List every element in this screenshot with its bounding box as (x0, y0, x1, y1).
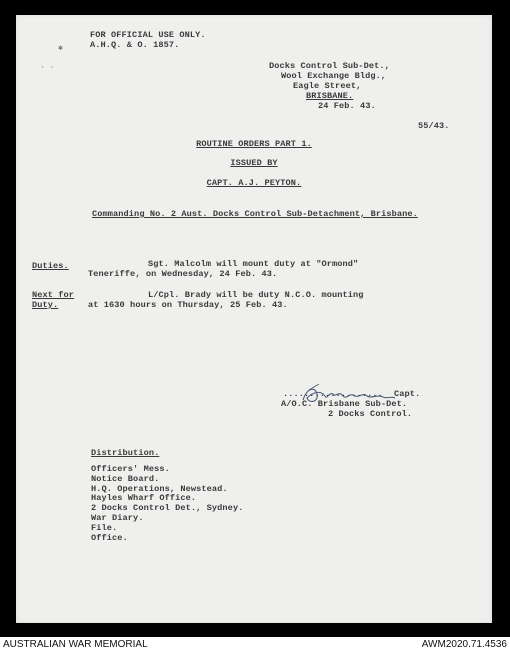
signature-line-3: 2 Docks Control. (328, 409, 413, 419)
distribution-item: War Diary. (91, 513, 144, 523)
distribution-heading: Distribution. (91, 448, 160, 458)
address-line-1: Docks Control Sub-Det., (269, 61, 390, 71)
distribution-item: 2 Docks Control Det., Sydney. (91, 503, 244, 514)
next-duty-text-line-1: L/Cpl. Brady will be duty N.C.O. mounting (148, 290, 364, 300)
section-heading-next-duty: Next for (32, 290, 75, 300)
archive-id: AWM2020.71.4536 (421, 639, 507, 650)
punch-mark: · · (40, 63, 55, 72)
reference-line: A.H.Q. & O. 1857. (90, 40, 180, 50)
signature-rank: Capt. (394, 389, 421, 399)
distribution-item: Officers' Mess. (91, 464, 170, 474)
order-number: 55/43. (418, 121, 450, 131)
punch-mark: ✱ (58, 44, 63, 53)
section-heading-duties: Duties. (32, 261, 69, 271)
commanding-line: Commanding No. 2 Aust. Docks Control Sub-Detachment, Brisbane. (92, 209, 418, 219)
issued-by: ISSUED BY (230, 158, 278, 168)
address-city: BRISBANE. (306, 91, 354, 101)
section-heading-next-duty-2: Duty. (32, 300, 59, 310)
distribution-item: Notice Board. (91, 473, 160, 484)
distribution-item: Hayles Wharf Office. (91, 493, 197, 504)
document-page (16, 15, 492, 623)
distribution-item: H.Q. Operations, Newstead. (91, 483, 228, 494)
duties-text-line-2: Teneriffe, on Wednesday, 24 Feb. 43. (88, 269, 278, 279)
issuer-name: CAPT. A.J. PEYTON. (206, 178, 302, 188)
signature-line-2: A/O.C. Brisbane Sub-Det. (281, 399, 408, 409)
orders-title: ROUTINE ORDERS PART 1. (196, 139, 312, 149)
distribution-item: Office. (91, 532, 128, 543)
archive-credit: AUSTRALIAN WAR MEMORIAL (3, 639, 148, 650)
signature-dots: ................... (283, 389, 383, 399)
next-duty-text-line-2: at 1630 hours on Thursday, 25 Feb. 43. (88, 300, 288, 310)
official-use-line: FOR OFFICIAL USE ONLY. (90, 30, 206, 40)
distribution-item: File. (91, 522, 118, 533)
document-date: 24 Feb. 43. (318, 101, 376, 111)
duties-text-line-1: Sgt. Malcolm will mount duty at "Ormond" (148, 259, 359, 269)
address-line-3: Eagle Street, (293, 81, 362, 91)
archive-footer (0, 637, 510, 653)
address-line-2: Wool Exchange Bldg., (281, 71, 387, 81)
